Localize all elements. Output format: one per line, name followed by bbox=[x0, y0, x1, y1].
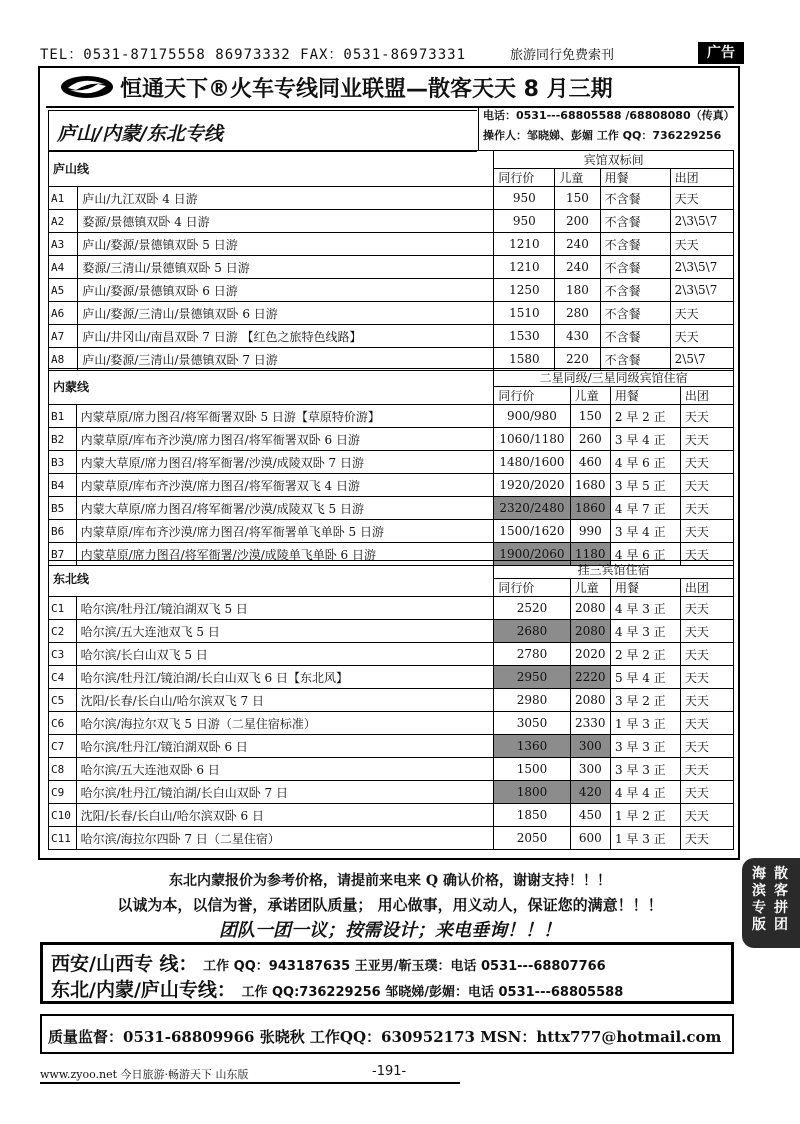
quality-box bbox=[40, 1014, 734, 1054]
child-price: 240 bbox=[555, 256, 600, 279]
dongbei-col-header: 用餐 bbox=[610, 579, 680, 597]
table-row bbox=[49, 781, 734, 804]
route-name: 庐山/婺源/景德镇双卧 6 日游 bbox=[78, 279, 494, 302]
table-row bbox=[49, 758, 734, 781]
depart-days: 天天 bbox=[680, 597, 733, 620]
route-code: B7 bbox=[49, 543, 77, 566]
contact-operator: 操作人：邹晓娣、彭媚 工作 QQ：736229256 bbox=[483, 129, 722, 142]
meal-info: 5 早 4 正 bbox=[610, 666, 680, 689]
table-row bbox=[49, 210, 734, 233]
route-price: 2320/2480 bbox=[494, 497, 570, 520]
route-name: 内蒙草原/库布齐沙漠/席力图召/将军衙署双飞 4 日游 bbox=[76, 474, 494, 497]
route-price: 1480/1600 bbox=[494, 451, 570, 474]
route-price: 1500/1620 bbox=[494, 520, 570, 543]
route-code: A4 bbox=[49, 256, 78, 279]
dongbei-table bbox=[48, 560, 734, 850]
neimeng-col-header: 用餐 bbox=[610, 387, 680, 405]
meal-info: 3 早 2 正 bbox=[610, 689, 680, 712]
depart-days: 2\3\5\7 bbox=[670, 279, 733, 302]
depart-days: 天天 bbox=[680, 405, 733, 428]
depart-days: 天天 bbox=[680, 712, 733, 735]
route-price: 1510 bbox=[494, 302, 555, 325]
lushan-group-label: 庐山线 bbox=[49, 151, 494, 187]
route-price: 2950 bbox=[494, 666, 570, 689]
route-name: 庐山/九江双卧 4 日游 bbox=[78, 187, 494, 210]
route-name: 内蒙大草原/席力图召/将军衙署/沙漠/成陵双卧 7 日游 bbox=[76, 451, 494, 474]
route-price: 1250 bbox=[494, 279, 555, 302]
contacts-box bbox=[40, 942, 734, 1004]
meal-info: 3 早 3 正 bbox=[610, 758, 680, 781]
child-price: 220 bbox=[555, 348, 600, 371]
depart-days: 天天 bbox=[680, 781, 733, 804]
depart-days: 2\3\5\7 bbox=[670, 210, 733, 233]
dongbei-col-header: 儿童 bbox=[570, 579, 610, 597]
contact-block bbox=[478, 106, 735, 150]
route-price: 2680 bbox=[494, 620, 570, 643]
depart-days: 2\5\7 bbox=[670, 348, 733, 371]
contact-phone: 电话：0531---68805588 /68808080（传真） bbox=[483, 109, 735, 122]
child-price: 450 bbox=[570, 804, 610, 827]
route-price: 1530 bbox=[494, 325, 555, 348]
meal-info: 3 早 4 正 bbox=[610, 428, 680, 451]
depart-days: 2\3\5\7 bbox=[670, 256, 733, 279]
route-price: 2520 bbox=[494, 597, 570, 620]
footer-site: www.zyoo.net 今日旅游·畅游天下 山东版 bbox=[40, 1066, 460, 1084]
dongbei-col-header: 出团 bbox=[680, 579, 733, 597]
depart-days: 天天 bbox=[670, 302, 733, 325]
route-code: B1 bbox=[49, 405, 77, 428]
meal-info: 1 早 2 正 bbox=[610, 804, 680, 827]
child-price: 2080 bbox=[570, 620, 610, 643]
child-price: 150 bbox=[555, 187, 600, 210]
meal-info: 不含餐 bbox=[600, 279, 670, 302]
route-code: C10 bbox=[49, 804, 77, 827]
route-code: C8 bbox=[49, 758, 77, 781]
route-price: 2050 bbox=[494, 827, 570, 850]
route-code: A3 bbox=[49, 233, 78, 256]
child-price: 150 bbox=[570, 405, 610, 428]
route-name: 沈阳/长春/长白山/哈尔滨双飞 7 日 bbox=[76, 689, 494, 712]
meal-info: 4 早 4 正 bbox=[610, 781, 680, 804]
neimeng-table bbox=[48, 368, 734, 566]
route-name: 庐山/婺源/三清山/景德镇双卧 7 日游 bbox=[78, 348, 494, 371]
table-row bbox=[49, 643, 734, 666]
child-price: 240 bbox=[555, 233, 600, 256]
child-price: 600 bbox=[570, 827, 610, 850]
depart-days: 天天 bbox=[680, 497, 733, 520]
page-number: -191- bbox=[372, 1064, 407, 1079]
table-row bbox=[49, 735, 734, 758]
table-row bbox=[49, 325, 734, 348]
route-code: C11 bbox=[49, 827, 77, 850]
meal-info: 不含餐 bbox=[600, 302, 670, 325]
depart-days: 天天 bbox=[680, 804, 733, 827]
meal-info: 4 早 6 正 bbox=[610, 451, 680, 474]
route-code: A6 bbox=[49, 302, 78, 325]
side-tab-col1: 海滨专版 bbox=[752, 866, 766, 933]
meal-info: 2 早 2 正 bbox=[610, 643, 680, 666]
depart-days: 天天 bbox=[680, 520, 733, 543]
section-title: 庐山/内蒙/东北专线 bbox=[57, 123, 223, 145]
route-name: 沈阳/长春/长白山/哈尔滨双卧 6 日 bbox=[76, 804, 494, 827]
meal-info: 3 早 5 正 bbox=[610, 474, 680, 497]
route-price: 1580 bbox=[494, 348, 555, 371]
route-code: C5 bbox=[49, 689, 77, 712]
child-price: 260 bbox=[570, 428, 610, 451]
depart-days: 天天 bbox=[680, 451, 733, 474]
depart-days: 天天 bbox=[680, 620, 733, 643]
route-name: 哈尔滨/牡丹江/镜泊湖双卧 6 日 bbox=[76, 735, 494, 758]
route-name: 内蒙草原/席力图召/将军衙署/沙漠/成陵单飞单卧 6 日游 bbox=[76, 543, 494, 566]
child-price: 2220 bbox=[570, 666, 610, 689]
quality-text: 质量监督：0531-68809966 张晓秋 工作QQ：630952173 MSN：httx777@hotmail.com bbox=[48, 1028, 722, 1046]
dongbei-hotel-label: 挂三宾馆住宿 bbox=[494, 561, 734, 579]
route-price: 2780 bbox=[494, 643, 570, 666]
table-row bbox=[49, 428, 734, 451]
child-price: 1860 bbox=[570, 497, 610, 520]
route-name: 婺源/景德镇双卧 4 日游 bbox=[78, 210, 494, 233]
xian-contact bbox=[51, 949, 606, 976]
neimeng-col-header: 同行价 bbox=[494, 387, 570, 405]
meal-info: 3 早 3 正 bbox=[610, 735, 680, 758]
lushan-col-header: 用餐 bbox=[600, 169, 670, 187]
custom-note: 团队一团一议；按需设计；来电垂询！！！ bbox=[219, 920, 561, 941]
child-price: 280 bbox=[555, 302, 600, 325]
table-row bbox=[49, 666, 734, 689]
depart-days: 天天 bbox=[680, 758, 733, 781]
meal-info: 4 早 7 正 bbox=[610, 497, 680, 520]
table-row bbox=[49, 620, 734, 643]
depart-days: 天天 bbox=[680, 827, 733, 850]
child-price: 180 bbox=[555, 279, 600, 302]
table-row bbox=[49, 302, 734, 325]
table-row bbox=[49, 233, 734, 256]
child-price: 2080 bbox=[570, 689, 610, 712]
depart-days: 天天 bbox=[680, 735, 733, 758]
route-price: 2980 bbox=[494, 689, 570, 712]
depart-days: 天天 bbox=[680, 666, 733, 689]
dongbei-contact bbox=[51, 975, 623, 1002]
route-code: A5 bbox=[49, 279, 78, 302]
side-tab bbox=[742, 858, 800, 948]
route-code: A1 bbox=[49, 187, 78, 210]
table-row bbox=[49, 804, 734, 827]
table-row bbox=[49, 689, 734, 712]
top-contact-bar bbox=[40, 44, 740, 68]
depart-days: 天天 bbox=[670, 233, 733, 256]
route-name: 哈尔滨/五大连池双飞 5 日 bbox=[76, 620, 494, 643]
route-code: C9 bbox=[49, 781, 77, 804]
meal-info: 4 早 6 正 bbox=[610, 543, 680, 566]
route-name: 哈尔滨/海拉尔双飞 5 日游（二星住宿标准） bbox=[76, 712, 494, 735]
depart-days: 天天 bbox=[670, 325, 733, 348]
meal-info: 不含餐 bbox=[600, 325, 670, 348]
child-price: 200 bbox=[555, 210, 600, 233]
lushan-col-header: 儿童 bbox=[555, 169, 600, 187]
route-price: 1210 bbox=[494, 256, 555, 279]
top-phone-text: TEL：0531-87175558 86973332 FAX：0531-86973331 bbox=[40, 47, 467, 63]
route-code: B5 bbox=[49, 497, 77, 520]
dongbei-label: 东北/内蒙/庐山专线： bbox=[51, 979, 236, 1001]
table-row bbox=[49, 712, 734, 735]
neimeng-col-header: 儿童 bbox=[570, 387, 610, 405]
route-code: A2 bbox=[49, 210, 78, 233]
route-name: 哈尔滨/五大连池双卧 6 日 bbox=[76, 758, 494, 781]
slogan-note: 以诚为本，以信为誉，承诺团队质量； 用心做事，用义动人，保证您的满意！！！ bbox=[117, 896, 663, 914]
lushan-hotel-label: 宾馆双标间 bbox=[494, 151, 734, 169]
route-name: 内蒙草原/库布齐沙漠/席力图召/将军衙署双卧 6 日游 bbox=[76, 428, 494, 451]
table-row bbox=[49, 474, 734, 497]
meal-info: 不含餐 bbox=[600, 233, 670, 256]
child-price: 420 bbox=[570, 781, 610, 804]
route-code: C1 bbox=[49, 597, 77, 620]
route-price: 1210 bbox=[494, 233, 555, 256]
route-price: 950 bbox=[494, 210, 555, 233]
route-price: 1060/1180 bbox=[494, 428, 570, 451]
meal-info: 1 早 3 正 bbox=[610, 827, 680, 850]
route-code: C3 bbox=[49, 643, 77, 666]
route-price: 3050 bbox=[494, 712, 570, 735]
route-name: 哈尔滨/牡丹江/镜泊湖/长白山双飞 6 日【东北风】 bbox=[76, 666, 494, 689]
route-name: 庐山/婺源/三清山/景德镇双卧 6 日游 bbox=[78, 302, 494, 325]
neimeng-col-header: 出团 bbox=[680, 387, 733, 405]
child-price: 460 bbox=[570, 451, 610, 474]
dongbei-detail: 工作 QQ:736229256 邹晓娣/彭媚：电话 0531---68805588 bbox=[241, 985, 624, 1000]
depart-days: 天天 bbox=[680, 689, 733, 712]
route-name: 内蒙大草原/席力图召/将军衙署/沙漠/成陵双飞 5 日游 bbox=[76, 497, 494, 520]
route-code: B2 bbox=[49, 428, 77, 451]
swirl-logo-icon bbox=[58, 74, 116, 100]
meal-info: 4 早 3 正 bbox=[610, 597, 680, 620]
route-name: 哈尔滨/长白山双飞 5 日 bbox=[76, 643, 494, 666]
route-price: 1900/2060 bbox=[494, 543, 570, 566]
route-code: C6 bbox=[49, 712, 77, 735]
top-index-text: 旅游同行免费索刊 bbox=[510, 48, 615, 63]
meal-info: 不含餐 bbox=[600, 256, 670, 279]
table-row bbox=[49, 520, 734, 543]
child-price: 300 bbox=[570, 758, 610, 781]
depart-days: 天天 bbox=[680, 428, 733, 451]
page-title: 恒通天下®火车专线同业联盟—散客天天 8 月三期 bbox=[120, 77, 613, 102]
child-price: 2330 bbox=[570, 712, 610, 735]
child-price: 430 bbox=[555, 325, 600, 348]
route-name: 哈尔滨/牡丹江/镜泊湖双飞 5 日 bbox=[76, 597, 494, 620]
lushan-table bbox=[48, 150, 734, 371]
meal-info: 不含餐 bbox=[600, 187, 670, 210]
section-header bbox=[48, 110, 477, 152]
lushan-col-header: 同行价 bbox=[494, 169, 555, 187]
meal-info: 不含餐 bbox=[600, 348, 670, 371]
price-note: 东北内蒙报价为参考价格，请提前来电来 Q 确认价格，谢谢支持！！！ bbox=[169, 873, 611, 889]
route-code: A8 bbox=[49, 348, 78, 371]
route-code: B6 bbox=[49, 520, 77, 543]
route-name: 内蒙草原/库布齐沙漠/席力图召/将军衙署单飞单卧 5 日游 bbox=[76, 520, 494, 543]
route-name: 庐山/井冈山/南昌双卧 7 日游 【红色之旅特色线路】 bbox=[78, 325, 494, 348]
neimeng-group-label: 内蒙线 bbox=[49, 369, 494, 405]
depart-days: 天天 bbox=[680, 474, 733, 497]
table-row bbox=[49, 597, 734, 620]
depart-days: 天天 bbox=[670, 187, 733, 210]
route-code: A7 bbox=[49, 325, 78, 348]
meal-info: 1 早 3 正 bbox=[610, 712, 680, 735]
side-tab-col2: 散客拼团 bbox=[774, 866, 788, 933]
child-price: 990 bbox=[570, 520, 610, 543]
meal-info: 不含餐 bbox=[600, 210, 670, 233]
route-price: 1920/2020 bbox=[494, 474, 570, 497]
child-price: 1180 bbox=[570, 543, 610, 566]
route-price: 1360 bbox=[494, 735, 570, 758]
child-price: 300 bbox=[570, 735, 610, 758]
route-code: B3 bbox=[49, 451, 77, 474]
route-price: 1850 bbox=[494, 804, 570, 827]
table-row bbox=[49, 187, 734, 210]
route-name: 庐山/婺源/景德镇双卧 5 日游 bbox=[78, 233, 494, 256]
table-row bbox=[49, 451, 734, 474]
route-price: 1800 bbox=[494, 781, 570, 804]
route-code: C2 bbox=[49, 620, 77, 643]
route-price: 950 bbox=[494, 187, 555, 210]
child-price: 2020 bbox=[570, 643, 610, 666]
table-row bbox=[49, 279, 734, 302]
route-name: 婺源/三清山/景德镇双卧 5 日游 bbox=[78, 256, 494, 279]
xian-detail: 工作 QQ：943187635 王亚男/靳玉璞：电话 0531---68807766 bbox=[203, 959, 606, 974]
route-name: 哈尔滨/牡丹江/镜泊湖/长白山双卧 7 日 bbox=[76, 781, 494, 804]
child-price: 1680 bbox=[570, 474, 610, 497]
route-code: C7 bbox=[49, 735, 77, 758]
route-price: 900/980 bbox=[494, 405, 570, 428]
route-code: B4 bbox=[49, 474, 77, 497]
dongbei-group-label: 东北线 bbox=[49, 561, 494, 597]
route-code: C4 bbox=[49, 666, 77, 689]
table-row bbox=[49, 497, 734, 520]
depart-days: 天天 bbox=[680, 643, 733, 666]
route-name: 内蒙草原/席力图召/将军衙署双卧 5 日游【草原特价游】 bbox=[76, 405, 494, 428]
table-row bbox=[49, 405, 734, 428]
table-row bbox=[49, 256, 734, 279]
table-row bbox=[49, 827, 734, 850]
ad-tag: 广告 bbox=[698, 42, 744, 64]
meal-info: 2 早 2 正 bbox=[610, 405, 680, 428]
meal-info: 3 早 4 正 bbox=[610, 520, 680, 543]
xian-label: 西安/山西专 线： bbox=[51, 953, 198, 975]
route-name: 哈尔滨/海拉尔四卧 7 日（二星住宿） bbox=[76, 827, 494, 850]
route-price: 1500 bbox=[494, 758, 570, 781]
depart-days: 天天 bbox=[680, 543, 733, 566]
child-price: 2080 bbox=[570, 597, 610, 620]
lushan-col-header: 出团 bbox=[670, 169, 733, 187]
dongbei-col-header: 同行价 bbox=[494, 579, 570, 597]
neimeng-hotel-label: 二星同级/三星同级宾馆住宿 bbox=[494, 369, 734, 387]
meal-info: 4 早 3 正 bbox=[610, 620, 680, 643]
